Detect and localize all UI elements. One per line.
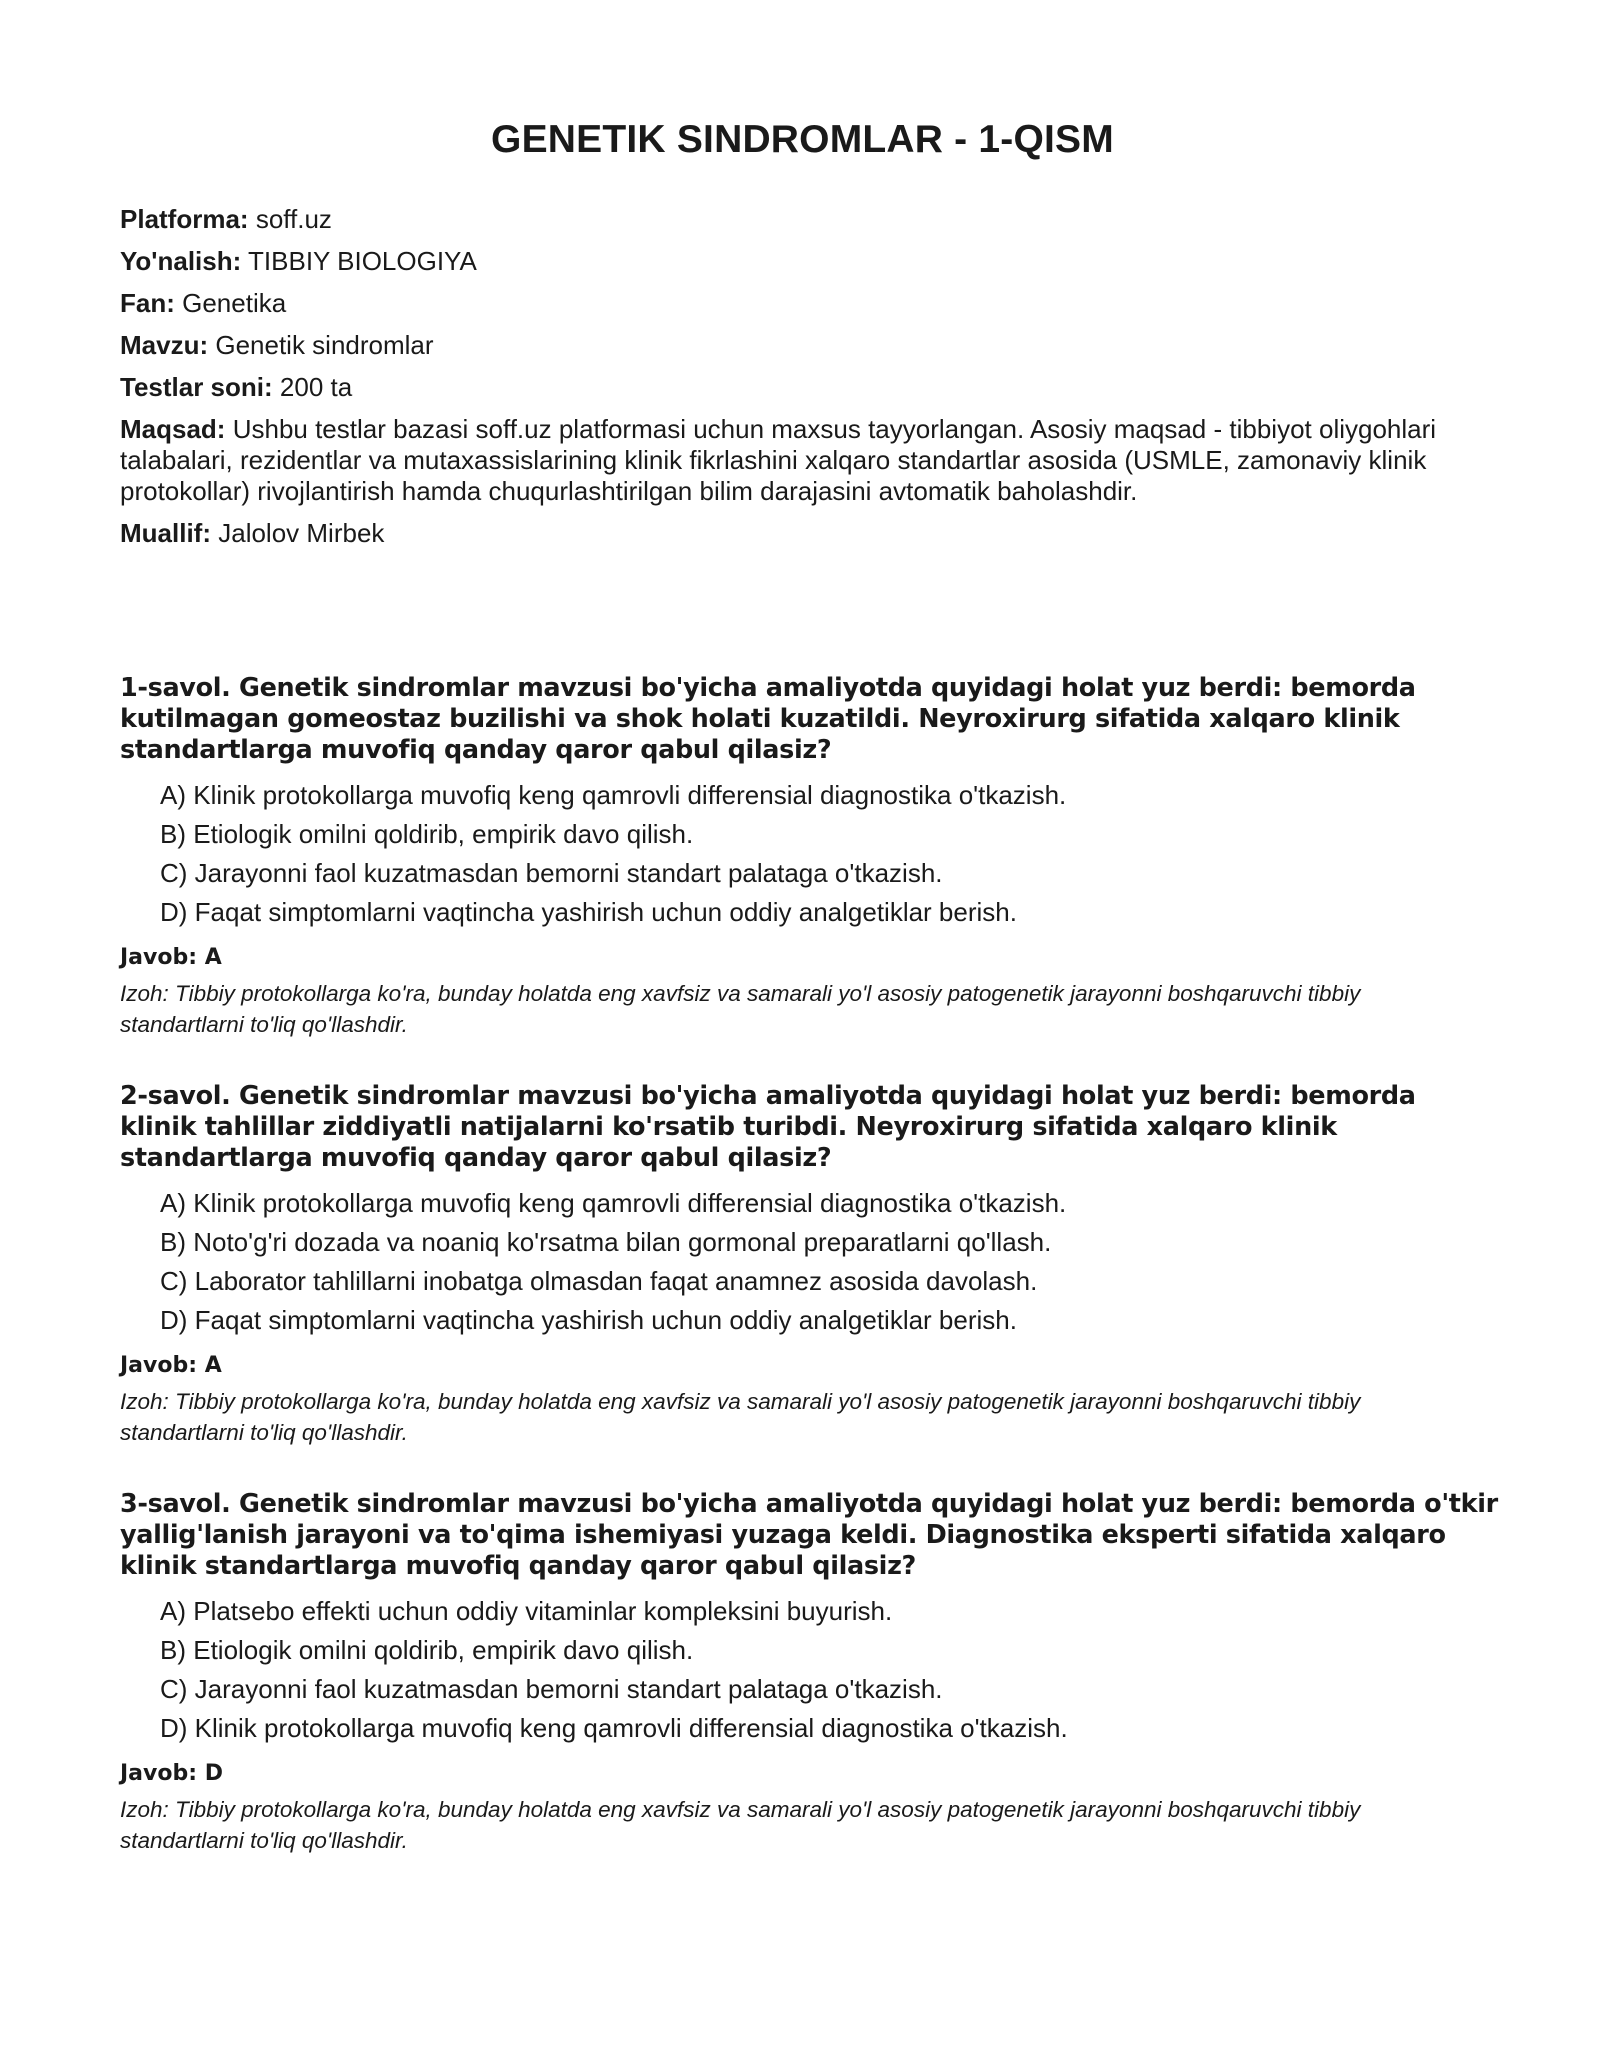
meta-key: Testlar soni: <box>120 372 273 402</box>
answer-option-b: B) Etiologik omilni qoldirib, empirik davo qilish. <box>160 1635 694 1665</box>
answer-options <box>120 1184 1500 1340</box>
meta-value: Jalolov Mirbek <box>218 518 385 548</box>
meta-direction <box>120 246 1460 277</box>
meta-value: Ushbu testlar bazasi soff.uz platformasi uchun maxsus tayyorlangan. Asosiy maqsad - tibbiyot oliygohlari talabalari, rezidentlar va mutaxassislarining klinik fikrlashini xalqaro standartlar asosida (USMLE, zamonaviy klinik protokollar) rivojlantirish hamda chuqurlashtirilgan bilim darajasini avtomatik baholashdir. <box>120 414 1437 506</box>
answer-option-b: B) Noto'g'ri dozada va noaniq ko'rsatma bilan gormonal preparatlarni qo'llash. <box>160 1227 1052 1257</box>
meta-key: Mavzu: <box>120 330 209 360</box>
meta-key: Muallif: <box>120 518 211 548</box>
answer-options <box>120 1592 1500 1748</box>
answer-option-a: A) Klinik protokollarga muvofiq keng qamrovli differensial diagnostika o'tkazish. <box>160 1188 1067 1218</box>
meta-key: Platforma: <box>120 204 249 234</box>
meta-test-count <box>120 372 1460 403</box>
document-title: GENETIK SINDROMLAR - 1-QISM <box>491 118 1114 161</box>
question-text: 1-savol. Genetik sindromlar mavzusi bo'yicha amaliyotda quyidagi holat yuz berdi: bemorda kutilmagan gomeostaz buzilishi va shok holati kuzatildi. Neyroxirurg sifatida xalqaro klinik standartlarga muvofiq qanday qaror qabul qilasiz? <box>120 673 1416 765</box>
question-text: 3-savol. Genetik sindromlar mavzusi bo'yicha amaliyotda quyidagi holat yuz berdi: bemorda o'tkir yallig'lanish jarayoni va to'qima ishemiyasi yuzaga keldi. Diagnostika eksperti sifatida xalqaro klinik standartlarga muvofiq qanday qaror qabul qilasiz? <box>120 1489 1498 1581</box>
correct-answer: Javob: A <box>120 1353 222 1378</box>
meta-platform <box>120 204 1460 235</box>
meta-value: TIBBIY BIOLOGIYA <box>248 246 477 276</box>
answer-option-a: A) Platsebo effekti uchun oddiy vitaminlar kompleksini buyurish. <box>160 1596 893 1626</box>
meta-topic <box>120 330 1460 361</box>
answer-explanation: Izoh: Tibbiy protokollarga ko'ra, bunday holatda eng xavfsiz va samarali yo'l asosiy patogenetik jarayonni boshqaruvchi tibbiy standartlarni to'liq qo'llashdir. <box>120 1797 1361 1853</box>
metadata-block <box>120 204 1460 560</box>
answer-option-c: C) Jarayonni faol kuzatmasdan bemorni standart palataga o'tkazish. <box>160 1674 943 1704</box>
answer-option-d: D) Klinik protokollarga muvofiq keng qamrovli differensial diagnostika o'tkazish. <box>160 1713 1068 1743</box>
meta-key: Maqsad: <box>120 414 226 444</box>
meta-key: Yo'nalish: <box>120 246 242 276</box>
correct-answer: Javob: A <box>120 945 222 970</box>
answer-option-c: C) Laborator tahlillarni inobatga olmasdan faqat anamnez asosida davolash. <box>160 1266 1038 1296</box>
answer-option-d: D) Faqat simptomlarni vaqtincha yashirish uchun oddiy analgetiklar berish. <box>160 897 1017 927</box>
question-item <box>120 1081 1500 1489</box>
question-item <box>120 1489 1500 1897</box>
answer-explanation: Izoh: Tibbiy protokollarga ko'ra, bunday holatda eng xavfsiz va samarali yo'l asosiy patogenetik jarayonni boshqaruvchi tibbiy standartlarni to'liq qo'llashdir. <box>120 981 1361 1037</box>
question-text: 2-savol. Genetik sindromlar mavzusi bo'yicha amaliyotda quyidagi holat yuz berdi: bemorda klinik tahlillar ziddiyatli natijalarni ko'rsatib turibdi. Neyroxirurg sifatida xalqaro klinik standartlarga muvofiq qanday qaror qabul qilasiz? <box>120 1081 1416 1173</box>
questions-list <box>120 673 1500 1897</box>
answer-option-c: C) Jarayonni faol kuzatmasdan bemorni standart palataga o'tkazish. <box>160 858 943 888</box>
meta-value: soff.uz <box>255 204 332 234</box>
correct-answer: Javob: D <box>120 1761 223 1786</box>
meta-purpose <box>120 414 1460 507</box>
meta-value: 200 ta <box>279 372 353 402</box>
answer-options <box>120 776 1500 932</box>
answer-option-d: D) Faqat simptomlarni vaqtincha yashirish uchun oddiy analgetiklar berish. <box>160 1305 1017 1335</box>
meta-key: Fan: <box>120 288 175 318</box>
answer-explanation: Izoh: Tibbiy protokollarga ko'ra, bunday holatda eng xavfsiz va samarali yo'l asosiy patogenetik jarayonni boshqaruvchi tibbiy standartlarni to'liq qo'llashdir. <box>120 1389 1361 1445</box>
meta-value: Genetik sindromlar <box>215 330 434 360</box>
meta-value: Genetika <box>182 288 287 318</box>
meta-subject <box>120 288 1460 319</box>
answer-option-b: B) Etiologik omilni qoldirib, empirik davo qilish. <box>160 819 694 849</box>
answer-option-a: A) Klinik protokollarga muvofiq keng qamrovli differensial diagnostika o'tkazish. <box>160 780 1067 810</box>
question-item <box>120 673 1500 1081</box>
meta-author <box>120 518 1460 549</box>
